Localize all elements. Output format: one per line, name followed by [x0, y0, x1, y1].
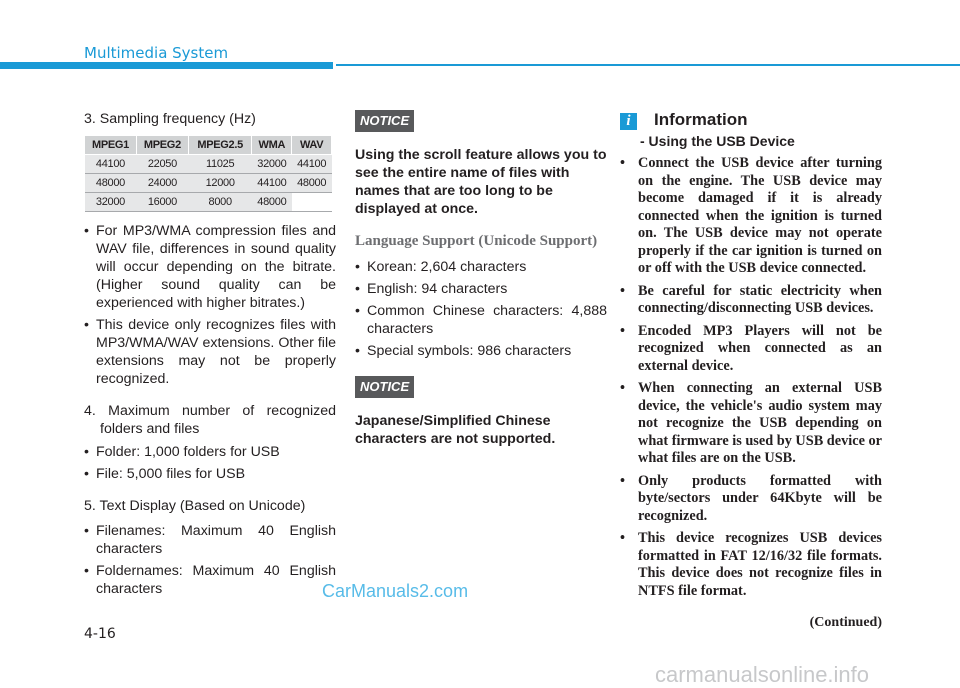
info-subtitle: - Using the USB Device — [640, 133, 795, 149]
column-left — [84, 110, 336, 602]
language-heading: Language Support (Unicode Support) — [355, 233, 598, 249]
table-cell: 32000 — [252, 155, 292, 174]
list-item: • File: 5,000 files for USB — [84, 466, 246, 482]
column-middle — [355, 110, 607, 462]
table-cell: 48000 — [252, 193, 292, 212]
list-item: • Folder: 1,000 folders for USB — [84, 444, 280, 460]
table-header: WAV — [292, 136, 332, 155]
list-item: • Be careful for static electricity when connecting/disconnecting USB devices. — [620, 282, 882, 316]
list-item: • This device only recognizes files with MP3/WMA/WAV extensions. Other file extensions may not be properly recognized. — [84, 317, 336, 387]
list-item: • This device recognizes USB devices formatted in FAT 12/16/32 file formats. This device does not recognize files in NTFS file format. — [620, 530, 882, 599]
table-cell: 48000 — [85, 174, 137, 193]
table-cell: 22050 — [136, 155, 188, 174]
watermark-top: CarManuals2.com — [322, 581, 469, 601]
table-cell: 44100 — [292, 155, 332, 174]
list-item: • Only products formatted with byte/sectors under 64Kbyte will be recognized. — [620, 472, 882, 524]
list-item: • When connecting an external USB device, the vehicle's audio system may not recognize the USB depending on what firmware is used by USB device or what files are on the USB. — [620, 380, 882, 466]
table-header: MPEG1 — [85, 136, 137, 155]
section-title: Multimedia System — [84, 44, 229, 62]
header-bar — [0, 62, 333, 69]
scroll-note: Using the scroll feature allows you to see the entire name of files with names that are too long to be displayed at once. — [355, 147, 607, 217]
table-cell: 48000 — [292, 174, 332, 193]
sampling-heading: 3. Sampling frequency (Hz) — [84, 111, 256, 127]
list-item: • For MP3/WMA compression files and WAV file, differences in sound quality will occur depending on the bitrate. (Higher sound quality can be experienced with higher bitrates.) — [84, 223, 336, 311]
sampling-table — [84, 135, 332, 212]
table-cell: 32000 — [85, 193, 137, 212]
list-item: • Filenames: Maximum 40 English characters — [84, 523, 336, 557]
table-row — [85, 155, 332, 174]
table-cell: 8000 — [188, 193, 252, 212]
table-cell — [292, 193, 332, 212]
info-title: Information — [654, 110, 748, 129]
notice-badge: NOTICE — [355, 110, 414, 132]
table-cell: 11025 — [188, 155, 252, 174]
list-item: • English: 94 characters — [355, 281, 508, 297]
list-item: • Common Chinese characters: 4,888 characters — [355, 303, 607, 337]
table-cell: 44100 — [85, 155, 137, 174]
table-header: MPEG2.5 — [188, 136, 252, 155]
page-number: 4-16 — [84, 626, 116, 642]
table-header-row — [85, 136, 332, 155]
list-item: • Korean: 2,604 characters — [355, 259, 527, 275]
table-header: WMA — [252, 136, 292, 155]
table-header: MPEG2 — [136, 136, 188, 155]
max-heading: 4. Maximum number of recognized folders and files — [84, 403, 336, 437]
watermark-bottom: carmanualsonline.info — [655, 662, 870, 687]
japanese-note: Japanese/Simplified Chinese characters are not supported. — [355, 413, 556, 447]
column-right — [620, 110, 882, 646]
table-cell: 16000 — [136, 193, 188, 212]
table-cell: 44100 — [252, 174, 292, 193]
header-rule — [336, 64, 960, 66]
table-row — [85, 193, 332, 212]
list-item: • Encoded MP3 Players will not be recognized when connected as an external device. — [620, 322, 882, 374]
text-display-heading: 5. Text Display (Based on Unicode) — [84, 498, 306, 514]
list-item: • Connect the USB device after turning on the engine. The USB device may become damaged if it is already connected when the ignition is turned on. The USB device may not operate properly if the car ignition is turned on or off with the USB device connected. — [620, 155, 882, 276]
info-icon: i — [620, 113, 637, 130]
table-cell: 24000 — [136, 174, 188, 193]
list-item: • Foldernames: Maximum 40 English characters — [84, 563, 336, 597]
notice-badge: NOTICE — [355, 376, 414, 398]
list-item: • Special symbols: 986 characters — [355, 343, 572, 359]
continued-label: (Continued) — [809, 615, 882, 630]
table-row — [85, 174, 332, 193]
info-header — [620, 110, 882, 130]
table-cell: 12000 — [188, 174, 252, 193]
